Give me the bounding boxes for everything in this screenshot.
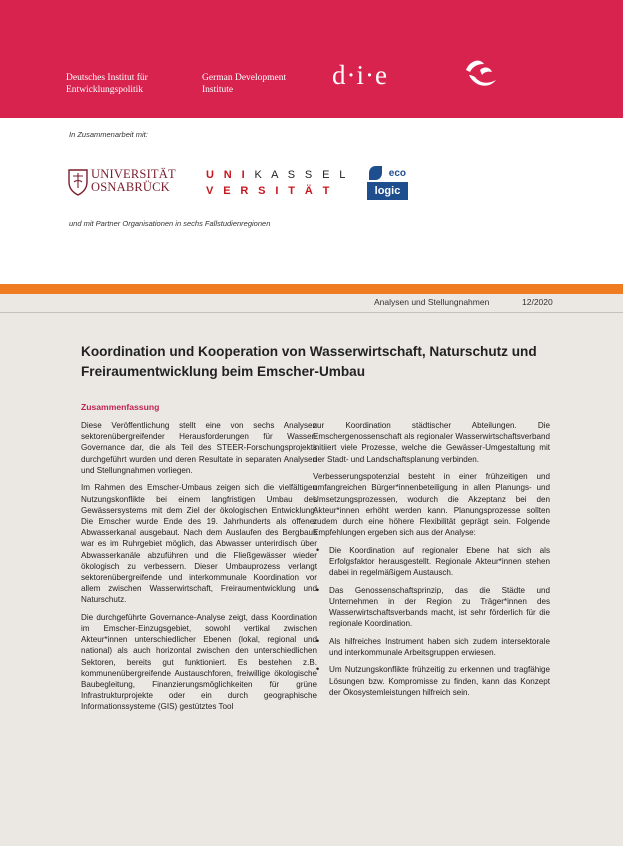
ecologic-logo bbox=[367, 164, 408, 200]
list-item: • Um Nutzungskonflikte frühzeitig zu erkennen und tragfähige Lösungen bzw. Kompromisse zu finden, kann das Konzept der Ökosystemleistungen hilfreich sein. bbox=[313, 664, 550, 698]
kassel-logo-kassel: K A S S E L bbox=[248, 169, 349, 181]
left-column bbox=[81, 420, 317, 719]
ecologic-logo-bottom: logic bbox=[367, 182, 408, 200]
partner-organisations-label: und mit Partner Organisationen in sechs Fallstudienregionen bbox=[69, 219, 271, 228]
kassel-logo-versitaet: V E R S I T Ä T bbox=[206, 185, 333, 197]
orange-divider bbox=[0, 284, 623, 294]
institute-name-en-line1: German Development bbox=[202, 73, 287, 83]
list-item: • Die Koordination auf regionaler Ebene hat sich als Erfolgsfaktor herausgestellt. Regionale Akteur*innen stehen dabei in regelmäßigem Austausch. bbox=[313, 545, 550, 579]
osnabrueck-logo-line1: UNIVERSITÄT bbox=[91, 167, 176, 181]
ecologic-leaf-icon bbox=[369, 166, 382, 180]
osnabrueck-university-logo bbox=[67, 168, 180, 198]
page-title: Koordination und Kooperation von Wasserwirtschaft, Naturschutz und Freiraumentwicklung beim Emscher-Umbau bbox=[81, 344, 537, 379]
issue-number: 12/2020 bbox=[522, 297, 553, 307]
paragraph: Diese Veröffentlichung stellt eine von sechs Analysen sektorenübergreifender Herausforderungen für Wasser-Governance dar, die als Teil des STEER-Forschungsprojekts durchgeführt wurden und deren Resultate in separaten Analysen und Stellungnahmen vorliegen. bbox=[81, 421, 317, 475]
institute-name-de-line1: Deutsches Institut für bbox=[66, 73, 148, 83]
list-item: • Das Genossenschaftsprinzip, das die Städte und Unternehmen in der Region zu Träger*innen des Wasserwirtschaftsverbands macht, ist sehr förderlich für die regionale Koordination. bbox=[313, 585, 550, 630]
institute-name-de-line2: Entwicklungspolitik bbox=[66, 85, 144, 95]
header-banner bbox=[0, 0, 623, 118]
paragraph: Die durchgeführte Governance-Analyse zeigt, dass Koordination im Emscher-Einzugsgebiet, sowohl vertikal zwischen Akteur*innen unterschiedlicher Ebenen (lokal, regional und national) als auch horizontal zwischen den unterschiedlichen Sektoren, bereits gut funktioniert. Es bestehen z.B. kommunenübergreifende Austauschforen, freiwillige ökologische Baubegleitung, Finanzierungsmöglichkeiten für grüne Infrastrukturprojekte oder ein durch geographische Informationssysteme (GIS) gestütztes Tool bbox=[81, 612, 317, 712]
list-item: • Als hilfreiches Instrument haben sich zudem intersektorale und interkommunale Arbeitsgruppen erwiesen. bbox=[313, 636, 550, 658]
institute-name-en-line2: Institute bbox=[202, 85, 234, 95]
paragraph: zur Koordination städtischer Abteilungen. Die Emschergenossenschaft als regionaler Wasserwirtschaftsverband initiiert viele Prozesse, welche die Gewässer-Umgestaltung mit der Stadt- und Landschaftsplanung verbinden. bbox=[313, 421, 550, 464]
ecologic-logo-top: eco bbox=[388, 168, 406, 179]
die-logo-text: d·i·e bbox=[332, 60, 388, 90]
recommendations-list bbox=[313, 545, 550, 698]
die-bird-logo-icon bbox=[462, 56, 500, 94]
series-name: Analysen und Stellungnahmen bbox=[374, 297, 490, 307]
collaboration-label: In Zusammenarbeit mit: bbox=[69, 130, 148, 139]
kassel-logo-uni: U N I bbox=[206, 169, 249, 181]
paragraph: Im Rahmen des Emscher-Umbaus zeigen sich die vielfältigen Nutzungskonflikte bei einem langfristigen Umbau des Gewässersystems mit dem Ziel der ökologischen Entwicklung. Die Emscher wurde Ende des 19. Jahrhunderts als offener Abwasserkanal ausgebaut. Nach dem Auslaufen des Bergbaus war es im Ruhrgebiet möglich, das Abwasser unterirdisch über Abwasserkanäle abzuführen und die Fließgewässer wieder ökologisch zu verbessern. Dieser Umbauprozess verlangt sektorenübergreifende und interkommunale Koordination vor allem zwischen Wasserwirtschaft, Freiraumentwicklung und Naturschutz. bbox=[81, 483, 317, 605]
series-divider bbox=[0, 312, 623, 313]
right-column bbox=[313, 420, 550, 704]
summary-heading: Zusammenfassung bbox=[81, 402, 160, 412]
institute-name-de bbox=[66, 72, 148, 96]
kassel-university-logo bbox=[206, 167, 349, 199]
paragraph: Verbesserungspotenzial besteht in einer frühzeitigen und umfangreichen Bürger*innenbeteiligung in allen Planungs- und Umsetzungsprozessen, wodurch die Akzeptanz bei den Akteur*innen erhöht werden kann. Planungsprozesse sollten zudem durch eine höhere Flexibilität geprägt sein. Folgende Empfehlungen ergeben sich aus der Analyse: bbox=[313, 472, 550, 538]
osnabrueck-crest-icon bbox=[67, 168, 89, 196]
osnabrueck-logo-line2: OSNABRÜCK bbox=[91, 180, 170, 194]
institute-name-en bbox=[202, 72, 286, 96]
